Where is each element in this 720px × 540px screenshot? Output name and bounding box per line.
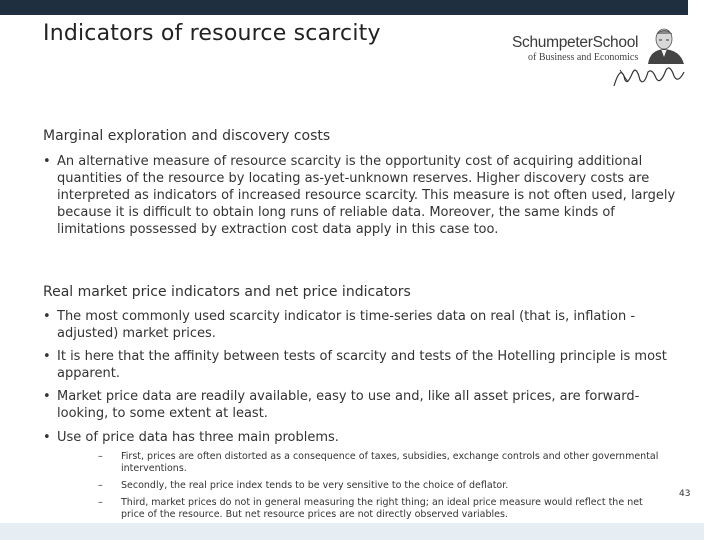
sub-item [98, 451, 668, 475]
top-bar [0, 0, 688, 15]
bullet-icon: • [43, 154, 51, 169]
dash-icon: – [98, 480, 103, 491]
bullet-icon: • [43, 430, 51, 445]
page-number: 43 [679, 489, 691, 499]
slide-title: Indicators of resource scarcity [43, 21, 381, 46]
bullet-text: The most commonly used scarcity indicator is time-series data on real (that is, inflation -adjusted) market prices. [57, 309, 636, 341]
logo-name: SchumpeterSchool [512, 34, 639, 51]
sub-item-text: Third, market prices do not in general measuring the right thing; an ideal price measure would reflect the net price of the resource. But net resource prices are not directly observed variables. [121, 497, 643, 520]
bullet-icon: • [43, 389, 51, 404]
bullet-icon: • [43, 309, 51, 324]
bullet-text: Market price data are readily available, easy to use and, like all asset prices, are forward-looking, to some extent at least. [57, 389, 640, 421]
bullet-text: Use of price data has three main problems. [57, 430, 339, 445]
schumpeter-school-logo [510, 30, 700, 94]
bullet-text: It is here that the affinity between tests of scarcity and tests of the Hotelling principle is most apparent. [57, 349, 667, 381]
bullet-item [43, 348, 678, 382]
section-heading-price-indicators: Real market price indicators and net price indicators [43, 284, 411, 300]
bullet-item [43, 308, 678, 342]
portrait-icon [642, 28, 692, 64]
dash-icon: – [98, 451, 103, 462]
bottom-bar [0, 523, 704, 540]
sub-item [98, 497, 668, 521]
sub-item [98, 480, 668, 492]
bullet-item [43, 153, 678, 238]
bullet-icon: • [43, 349, 51, 364]
bullet-item [43, 429, 678, 446]
signature-icon [610, 62, 690, 92]
logo-subtitle: of Business and Economics [528, 52, 639, 63]
dash-icon: – [98, 497, 103, 508]
sub-item-text: First, prices are often distorted as a consequence of taxes, subsidies, exchange controls and other governmental interventions. [121, 451, 659, 474]
section-heading-exploration: Marginal exploration and discovery costs [43, 128, 331, 144]
bullet-text: An alternative measure of resource scarcity is the opportunity cost of acquiring additional quantities of the resource by locating as-yet-unknown reserves. Higher discovery costs are interpreted as indicators of increased resource scarcity. This measure is not often used, largely because it is difficult to obtain long runs of reliable data. Moreover, the same kinds of limitations possessed by extraction cost data apply in this case too. [57, 154, 676, 237]
bullet-item [43, 388, 678, 422]
sub-item-text: Secondly, the real price index tends to be very sensitive to the choice of deflator. [121, 480, 509, 491]
